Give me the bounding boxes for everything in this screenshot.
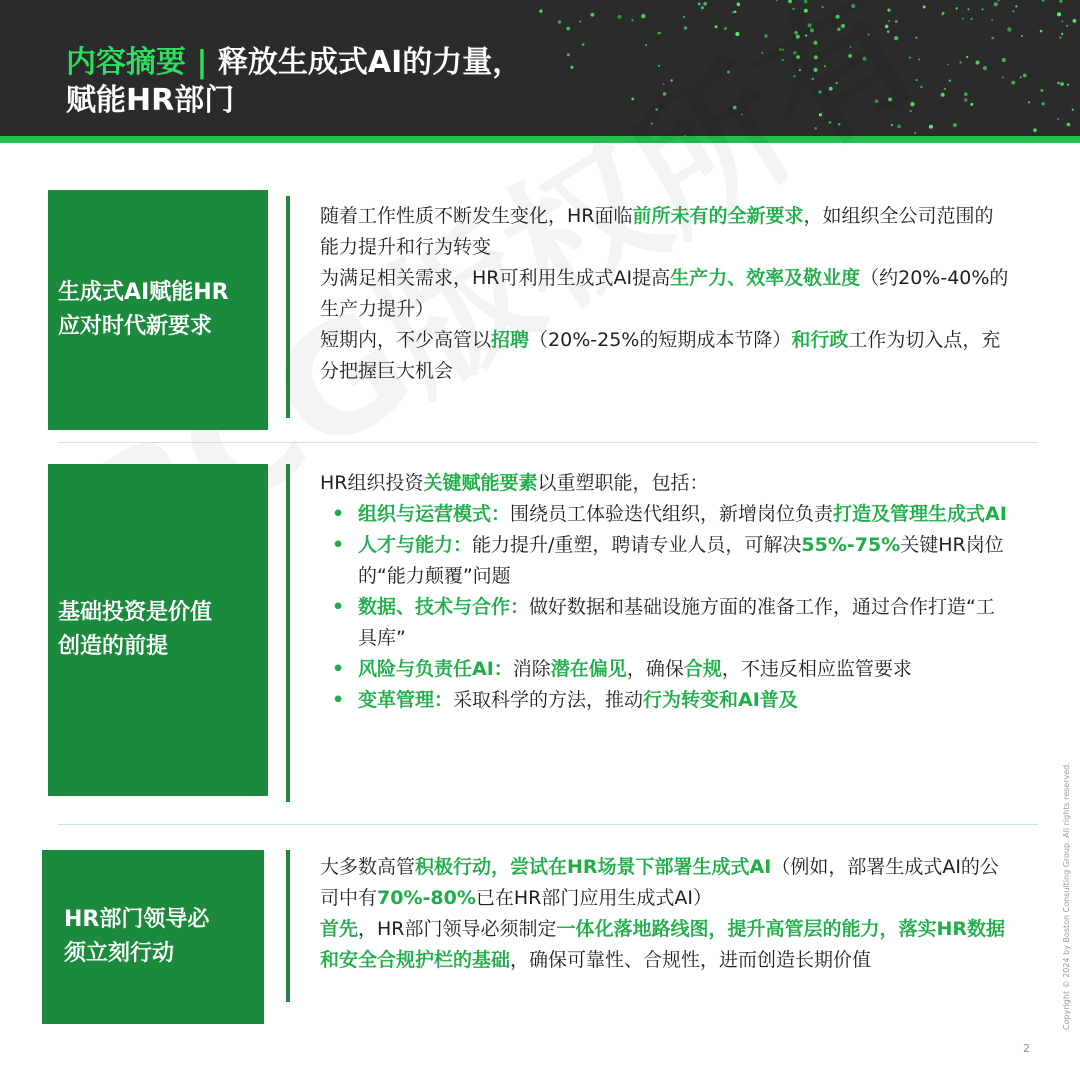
highlight-text: 打造及管理生成式AI bbox=[833, 503, 1007, 525]
decorative-dot bbox=[891, 124, 893, 126]
decorative-dot bbox=[1040, 30, 1043, 33]
decorative-dot bbox=[983, 66, 987, 70]
decorative-dot bbox=[994, 2, 998, 6]
decorative-dot bbox=[733, 106, 737, 110]
decorative-dot bbox=[1059, 36, 1061, 38]
decorative-dot bbox=[814, 55, 818, 59]
body-text: （20%-25%的短期成本节降） bbox=[529, 329, 792, 351]
decorative-dot bbox=[953, 123, 957, 127]
decorative-dot bbox=[1072, 109, 1074, 111]
highlight-text: 关键赋能要素 bbox=[423, 472, 538, 494]
highlight-text: 生产力、效率及敬业度 bbox=[670, 267, 861, 289]
body-text: 以重塑职能，包括： bbox=[537, 472, 709, 494]
decorative-dot bbox=[793, 51, 796, 54]
decorative-dot bbox=[887, 31, 889, 33]
body-text: 能力提升/重塑，聘请专业人员，可解决 bbox=[472, 534, 802, 556]
highlight-text: 变革管理： bbox=[358, 689, 454, 711]
decorative-dot bbox=[894, 36, 898, 40]
decorative-dot bbox=[1060, 82, 1064, 86]
decorative-dot bbox=[964, 92, 968, 96]
decorative-dot bbox=[976, 61, 980, 65]
highlight-text: 合规 bbox=[683, 658, 722, 680]
decorative-dot bbox=[991, 19, 993, 21]
decorative-dot bbox=[841, 24, 845, 28]
highlight-text: 潜在偏见 bbox=[550, 658, 627, 680]
body-text: 围绕员工体验迭代组织，新增岗位负责 bbox=[510, 503, 834, 525]
body-text: 做好数据和基础设施方面的准备工作，通过合作打造“工具库” bbox=[358, 596, 995, 649]
decorative-dot bbox=[808, 23, 812, 27]
decorative-dot bbox=[810, 28, 814, 32]
page-title bbox=[66, 44, 686, 120]
decorative-dot bbox=[1020, 76, 1022, 78]
bullet-item bbox=[320, 592, 1010, 654]
decorative-dot bbox=[895, 20, 898, 23]
section-2-content bbox=[320, 468, 1010, 716]
decorative-dot bbox=[539, 10, 542, 13]
decorative-dot bbox=[813, 41, 817, 45]
decorative-dot bbox=[659, 32, 661, 34]
section-3-divider-line bbox=[286, 850, 290, 1002]
decorative-dot bbox=[888, 20, 890, 22]
decorative-dot bbox=[920, 86, 923, 89]
decorative-dot bbox=[1042, 0, 1044, 2]
body-text: （约20%-40%的生产力提升） bbox=[320, 267, 1009, 320]
highlight-text: 首先 bbox=[320, 918, 359, 940]
decorative-dot bbox=[794, 75, 796, 77]
decorative-dot bbox=[1015, 5, 1017, 7]
decorative-dot bbox=[715, 25, 718, 28]
decorative-dot bbox=[799, 69, 801, 71]
paragraph bbox=[320, 325, 1010, 387]
decorative-dot bbox=[863, 57, 867, 61]
decorative-dot bbox=[1057, 118, 1059, 120]
decorative-dot bbox=[915, 79, 917, 81]
decorative-dot bbox=[1057, 82, 1060, 85]
decorative-dot bbox=[914, 132, 916, 134]
section-1-content bbox=[320, 201, 1010, 387]
decorative-dot bbox=[1007, 27, 1011, 31]
decorative-dot bbox=[910, 102, 914, 106]
decorative-dot bbox=[818, 90, 822, 94]
body-text: ，确保 bbox=[626, 658, 684, 680]
decorative-dot bbox=[923, 6, 926, 9]
body-text: 大多数高管 bbox=[320, 856, 416, 878]
decorative-dot bbox=[970, 103, 973, 106]
decorative-dot bbox=[788, 0, 792, 3]
decorative-dot bbox=[868, 34, 870, 36]
decorative-dot bbox=[591, 13, 595, 17]
body-text: ，如组织全公司范围的能力提升和行为转变 bbox=[320, 205, 994, 258]
section-2-label-box bbox=[48, 464, 268, 796]
decorative-dot bbox=[1057, 12, 1061, 16]
decorative-dot bbox=[1067, 123, 1071, 127]
decorative-dot bbox=[851, 4, 855, 8]
decorative-dot bbox=[991, 37, 994, 40]
decorative-dot bbox=[982, 8, 984, 10]
decorative-dot bbox=[814, 127, 817, 130]
highlight-text: 招聘 bbox=[491, 329, 530, 351]
decorative-dot bbox=[631, 19, 633, 21]
decorative-dot bbox=[967, 8, 969, 10]
section-2-label: 基础投资是价值 创造的前提 bbox=[58, 600, 213, 659]
body-text: 短期内，不少高管以 bbox=[320, 329, 492, 351]
decorative-dot bbox=[836, 15, 840, 19]
body-text: 采取科学的方法，推动 bbox=[453, 689, 644, 711]
decorative-dot bbox=[947, 64, 949, 66]
body-text: 关键HR岗位的“能力颠覆”问题 bbox=[358, 534, 1004, 587]
page-number: 2 bbox=[1023, 1042, 1030, 1055]
section-separator-1 bbox=[58, 442, 1038, 443]
decorative-dot bbox=[813, 68, 817, 72]
highlight-text: 55%-75% bbox=[801, 534, 901, 556]
highlight-text: 组织与运营模式： bbox=[358, 503, 511, 525]
decorative-dot bbox=[1040, 89, 1043, 92]
body-text: ，HR部门领导必须制定 bbox=[358, 918, 557, 940]
page-title-line2: 赋能HR部门 bbox=[66, 83, 235, 118]
decorative-dot bbox=[850, 46, 852, 48]
decorative-dot bbox=[732, 11, 734, 13]
decorative-dot bbox=[812, 78, 815, 81]
decorative-dot bbox=[1042, 102, 1045, 105]
paragraph bbox=[320, 852, 1010, 914]
section-3-label: HR部门领导必 须立刻行动 bbox=[64, 907, 210, 966]
decorative-dot bbox=[885, 25, 889, 29]
decorative-dot bbox=[805, 34, 807, 36]
decorative-dot bbox=[779, 48, 782, 51]
decorative-dot bbox=[1061, 20, 1063, 22]
body-text: 已在HR部门应用生成式AI） bbox=[475, 887, 712, 909]
highlight-text: 行为转变和AI普及 bbox=[643, 689, 798, 711]
decorative-dot bbox=[804, 0, 808, 3]
highlight-text: 风险与负责任AI： bbox=[358, 658, 513, 680]
decorative-dot bbox=[919, 59, 921, 61]
decorative-dot bbox=[819, 113, 822, 116]
decorative-dot bbox=[1012, 10, 1014, 12]
decorative-dot bbox=[1021, 35, 1023, 37]
decorative-dot bbox=[558, 20, 561, 23]
decorative-dot bbox=[956, 7, 958, 9]
section-1-label-box bbox=[48, 190, 268, 430]
decorative-dot bbox=[1023, 74, 1027, 78]
paragraph bbox=[320, 201, 1010, 263]
decorative-dot bbox=[929, 125, 933, 129]
section-3-label-box bbox=[42, 850, 264, 1024]
decorative-dot bbox=[1028, 101, 1030, 103]
decorative-dot bbox=[962, 18, 964, 20]
body-text: 工作为切入点，充分把握巨大机会 bbox=[320, 329, 1001, 382]
decorative-dot bbox=[909, 57, 911, 59]
decorative-dot bbox=[641, 14, 645, 18]
decorative-dot bbox=[782, 49, 784, 51]
decorative-dot bbox=[1011, 81, 1015, 85]
decorative-dot bbox=[804, 9, 808, 13]
decorative-dot bbox=[741, 113, 743, 115]
decorative-dot bbox=[836, 82, 838, 84]
decorative-dot bbox=[734, 11, 737, 14]
decorative-dot bbox=[782, 59, 784, 61]
highlight-text: 积极行动，尝试在HR场景下部署生成式AI bbox=[415, 856, 772, 878]
highlight-text: 和行政 bbox=[791, 329, 849, 351]
decorative-dot bbox=[837, 28, 840, 31]
decorative-dot bbox=[941, 93, 945, 97]
decorative-dot bbox=[944, 88, 946, 90]
section-1-divider-line bbox=[286, 196, 290, 418]
decorative-dot bbox=[703, 2, 707, 6]
body-text: 为满足相关需求，HR可利用生成式AI提高 bbox=[320, 267, 671, 289]
decorative-dot bbox=[875, 99, 879, 103]
decorative-dot bbox=[794, 31, 797, 34]
decorative-dot bbox=[796, 55, 800, 59]
decorative-dot bbox=[698, 3, 701, 6]
decorative-dot bbox=[998, 0, 1000, 1]
decorative-dot bbox=[959, 61, 961, 63]
decorative-dot bbox=[764, 34, 768, 38]
decorative-dot bbox=[776, 0, 778, 1]
page-title-accent: 内容摘要 | bbox=[66, 45, 208, 80]
decorative-dot bbox=[683, 16, 685, 18]
decorative-dot bbox=[579, 20, 581, 22]
bullet-item bbox=[320, 685, 1010, 716]
body-text: 随着工作性质不断发生变化，HR面临 bbox=[320, 205, 633, 227]
decorative-dot bbox=[942, 13, 944, 15]
decorative-dot bbox=[1002, 77, 1004, 79]
decorative-dot bbox=[910, 110, 912, 112]
body-text: ，确保可靠性、合规性，进而创造长期价值 bbox=[510, 949, 872, 971]
decorative-dot bbox=[724, 27, 727, 30]
decorative-dot bbox=[792, 8, 794, 10]
decorative-dot bbox=[829, 87, 833, 91]
decorative-dot bbox=[1066, 25, 1068, 27]
decorative-dot bbox=[684, 26, 688, 30]
highlight-text: 70%-80% bbox=[377, 887, 476, 909]
decorative-dot bbox=[971, 18, 973, 20]
copyright-notice: Copyright © 2024 by Boston Consulting Group. All rights reserved. bbox=[1062, 762, 1071, 1030]
decorative-dot bbox=[1059, 0, 1062, 3]
header-accent-stripe bbox=[0, 136, 1080, 143]
decorative-dot bbox=[796, 35, 800, 39]
decorative-dot bbox=[1073, 19, 1077, 23]
decorative-dot bbox=[887, 9, 890, 12]
decorative-dot bbox=[701, 6, 704, 9]
decorative-dot bbox=[964, 98, 967, 101]
decorative-dot bbox=[966, 56, 968, 58]
decorative-dot bbox=[1033, 128, 1037, 132]
decorative-dot bbox=[897, 125, 901, 129]
paragraph bbox=[320, 914, 1010, 976]
bullet-item bbox=[320, 654, 1010, 685]
decorative-dot bbox=[949, 80, 951, 82]
bullet-item bbox=[320, 499, 1010, 530]
decorative-dot bbox=[838, 123, 840, 125]
page-title-main: 释放生成式AI的力量， bbox=[207, 45, 523, 80]
decorative-dot bbox=[1061, 33, 1063, 35]
decorative-dot bbox=[888, 98, 892, 102]
paragraph bbox=[320, 263, 1010, 325]
body-text: HR组织投资 bbox=[320, 472, 424, 494]
highlight-text: 人才与能力： bbox=[358, 534, 473, 556]
decorative-dot bbox=[651, 122, 653, 124]
decorative-dot bbox=[829, 121, 832, 124]
decorative-dot bbox=[915, 37, 917, 39]
section-2-divider-line bbox=[286, 464, 290, 802]
decorative-dot bbox=[761, 52, 763, 54]
decorative-dot bbox=[1002, 58, 1006, 62]
section-2-bullet-list bbox=[320, 499, 1010, 716]
decorative-dot bbox=[735, 32, 739, 36]
section-2-intro bbox=[320, 468, 1010, 499]
section-1-label: 生成式AI赋能HR 应对时代新要求 bbox=[58, 280, 229, 339]
decorative-dot bbox=[822, 6, 824, 8]
decorative-dot bbox=[566, 27, 570, 31]
highlight-text: 一体化落地路线图，提升高管层的能力，落实HR数据和安全合规护栏的基础 bbox=[320, 918, 1006, 971]
body-text: （例如，部署生成式AI的公司中有 bbox=[320, 856, 999, 909]
decorative-dot bbox=[618, 15, 622, 19]
body-text: 消除 bbox=[512, 658, 551, 680]
body-text: ，不违反相应监管要求 bbox=[721, 658, 912, 680]
highlight-text: 数据、技术与合作： bbox=[358, 596, 530, 618]
highlight-text: 前所未有的全新要求 bbox=[632, 205, 804, 227]
decorative-dot bbox=[1067, 84, 1069, 86]
section-separator-2 bbox=[58, 824, 1038, 825]
section-3-content bbox=[320, 852, 1010, 976]
decorative-dot bbox=[824, 65, 826, 67]
decorative-dot bbox=[727, 71, 730, 74]
decorative-dot bbox=[737, 3, 741, 7]
decorative-dot bbox=[848, 54, 852, 58]
bullet-item bbox=[320, 530, 1010, 592]
